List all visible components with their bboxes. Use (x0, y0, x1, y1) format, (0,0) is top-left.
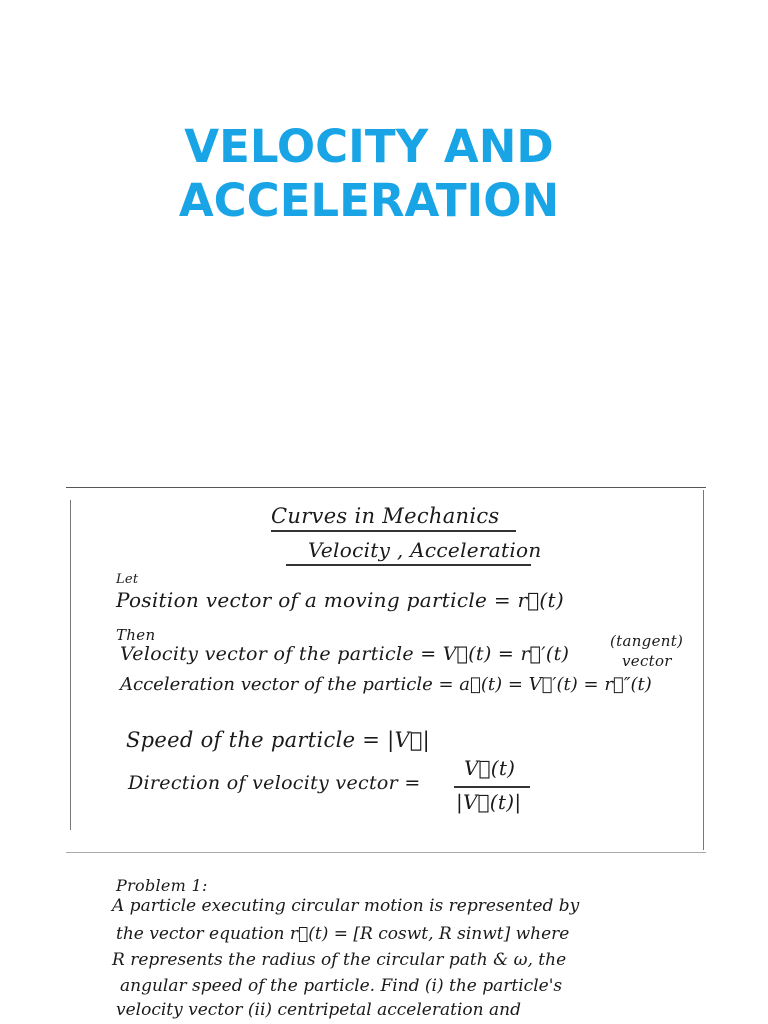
notes-heading-2: Velocity , Acceleration (308, 538, 542, 562)
title-line-2: ACCELERATION (178, 174, 560, 227)
notes-heading-1: Curves in Mechanics (271, 504, 500, 528)
notes-acceleration-vector: Acceleration vector of the particle = a⃗(t) = V⃗′(t) = r⃗″(t) (120, 674, 652, 695)
notes-speed: Speed of the particle = |V⃗| (126, 728, 430, 752)
handwritten-notes-scan (66, 480, 706, 1024)
notes-direction-numerator: V⃗(t) (464, 756, 516, 780)
notes-direction-denominator: |V⃗(t)| (456, 790, 522, 814)
notes-direction-label: Direction of velocity vector = (128, 772, 421, 794)
problem-line-1: A particle executing circular motion is represented by (112, 896, 580, 916)
page-divider (66, 852, 706, 853)
slide-title (0, 120, 768, 228)
notes-tangent: (tangent) (610, 632, 684, 650)
fraction-bar (454, 786, 530, 788)
title-line-1: VELOCITY AND (184, 120, 554, 173)
problem-line-5: velocity vector (ii) centripetal acceleration and (116, 1000, 521, 1020)
notes-then: Then (116, 626, 156, 644)
problem-heading: Problem 1: (116, 876, 208, 895)
problem-line-4: angular speed of the particle. Find (i) the particle's (120, 976, 563, 996)
notes-velocity-vector: Velocity vector of the particle = V⃗(t) = r⃗′(t) (120, 643, 570, 665)
notes-let: Let (116, 572, 139, 587)
problem-line-2: the vector equation r⃗(t) = [R coswt, R sinwt] where (116, 924, 570, 944)
problem-line-3: R represents the radius of the circular path & ω, the (112, 950, 567, 970)
scan-right-edge (703, 490, 704, 850)
heading-2-underline (286, 564, 531, 566)
notes-vector: vector (622, 652, 672, 670)
scan-top-edge (66, 487, 706, 488)
scan-left-edge (70, 500, 71, 830)
notes-position-vector: Position vector of a moving particle = r⃗(t) (116, 588, 564, 612)
heading-1-underline (271, 530, 516, 532)
